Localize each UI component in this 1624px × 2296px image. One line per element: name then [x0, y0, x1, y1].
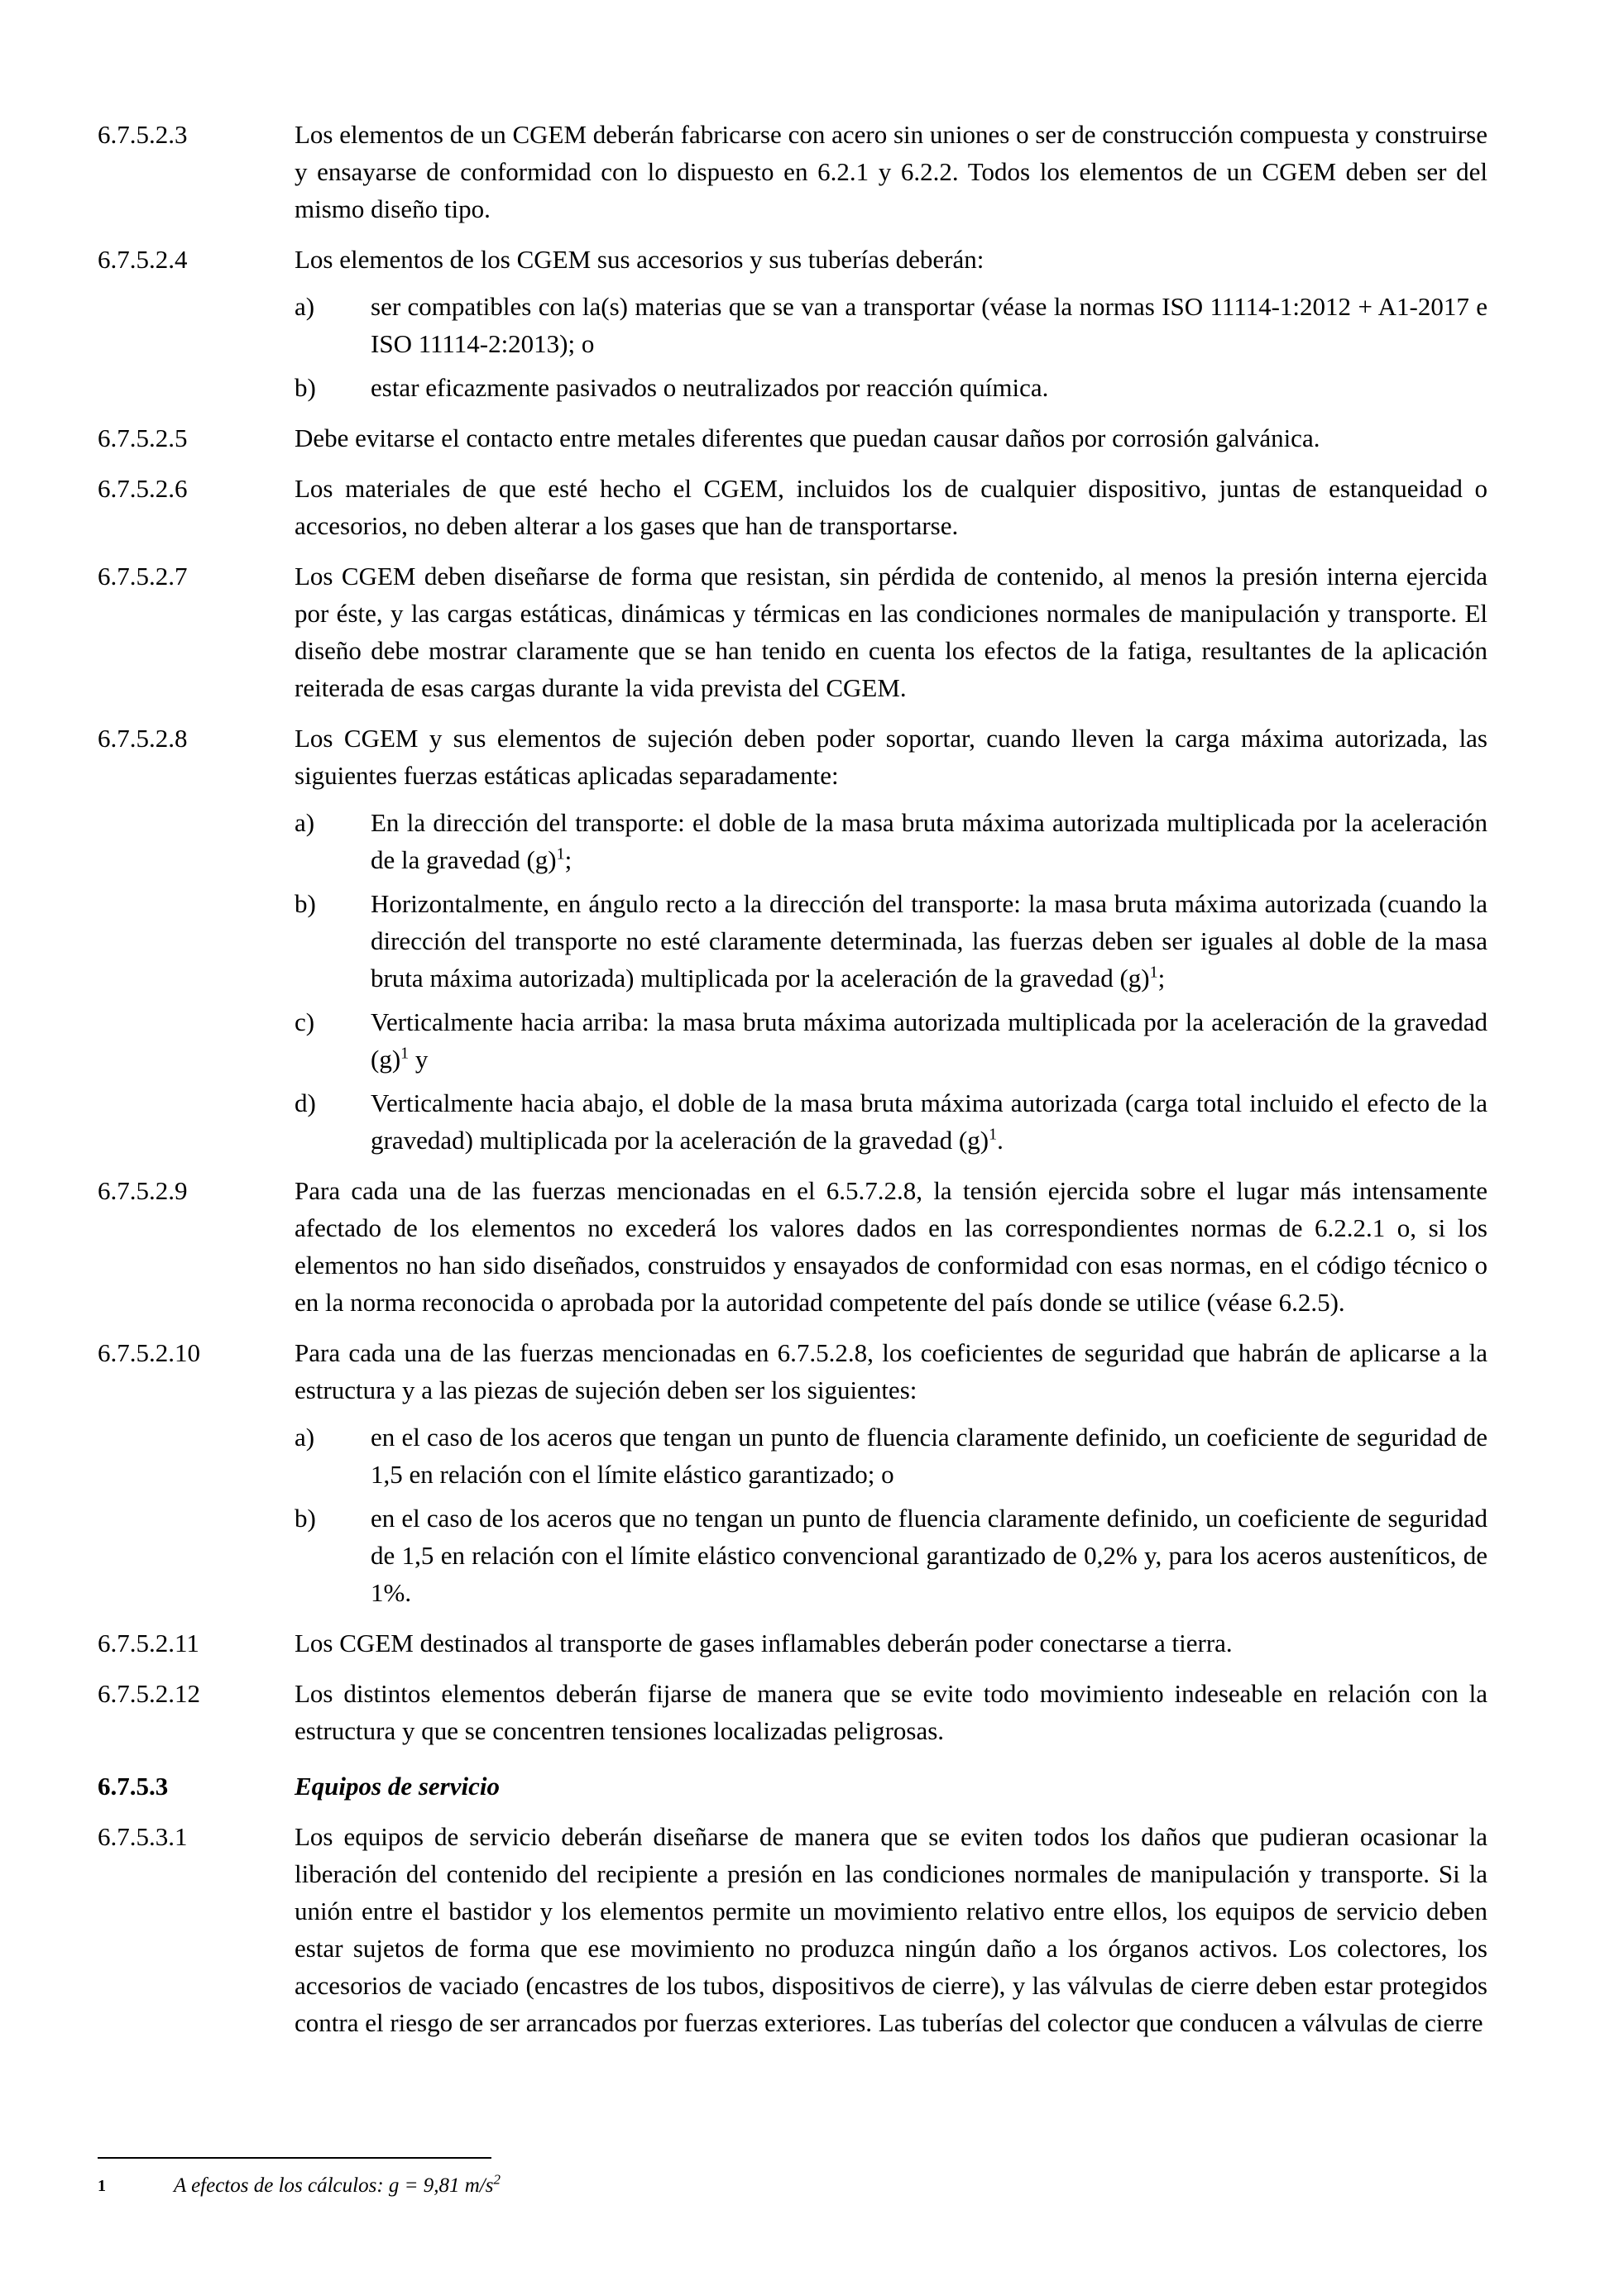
footnote-body: A efectos de los cálculos: g = 9,81 m/s [174, 2174, 494, 2197]
paragraph-text: Debe evitarse el contacto entre metales diferentes que puedan causar daños por corrosión galvánica. [295, 423, 1320, 452]
footnote-reference[interactable]: 1 [556, 844, 565, 863]
paragraph [98, 1172, 1487, 1321]
paragraph-text: Los distintos elementos deberán fijarse de manera que se evite todo movimiento indeseable en relación con la estructura y que se concentren tensiones localizadas peligrosas. [295, 1679, 1487, 1745]
paragraph [98, 419, 1487, 457]
list-item [295, 885, 1487, 997]
paragraph-number: 6.7.5.2.4 [98, 245, 188, 274]
list-item [295, 288, 1487, 362]
paragraph-number: 6.7.5.2.11 [98, 1629, 199, 1657]
paragraph [98, 241, 1487, 278]
list-item-text [371, 1003, 1487, 1078]
paragraph [98, 116, 1487, 227]
paragraph-text: Los CGEM deben diseñarse de forma que resistan, sin pérdida de contenido, al menos la presión interna ejercida por éste, y las cargas estáticas, dinámicas y térmicas en las condiciones normales de manipulación y transporte. El diseño debe mostrar claramente que se han tenido en cuenta los efectos de la fatiga, resultantes de la aplicación reiterada de esas cargas durante la vida prevista del CGEM. [295, 562, 1487, 702]
list-item [295, 804, 1487, 878]
paragraph-number: 6.7.5.2.9 [98, 1176, 188, 1205]
paragraph-number: 6.7.5.2.10 [98, 1338, 200, 1367]
paragraph [98, 557, 1487, 706]
list-item-text: ser compatibles con la(s) materias que se van a transportar (véase la normas ISO 11114-1:2012 + A1-2017 e ISO 11114-2:2013); o [371, 292, 1487, 358]
paragraph [98, 1624, 1487, 1662]
paragraph-text: Los materiales de que esté hecho el CGEM, incluidos los de cualquier dispositivo, juntas de estanqueidad o accesorios, no deben alterar a los gases que han de transportarse. [295, 474, 1487, 540]
paragraph-text: Los elementos de los CGEM sus accesorios y sus tuberías deberán: [295, 245, 984, 274]
paragraph-number: 6.7.5.2.7 [98, 562, 188, 591]
list-item-label: a) [295, 292, 315, 321]
footnote-reference[interactable]: 1 [1149, 963, 1158, 982]
footnote-reference[interactable]: 1 [989, 1125, 998, 1144]
paragraph-number: 6.7.5.2.8 [98, 724, 188, 753]
list-item [295, 1003, 1487, 1078]
paragraph-text: Los elementos de un CGEM deberán fabricarse con acero sin uniones o ser de construcción compuesta y construirse y ensayarse de conformidad con lo dispuesto en 6.2.1 y 6.2.2. Todos los elementos de un CGEM deben ser del mismo diseño tipo. [295, 120, 1487, 223]
list-item-body: En la dirección del transporte: el doble de la masa bruta máxima autorizada multiplicada por la aceleración de la gravedad (g) [371, 808, 1487, 874]
paragraph [98, 470, 1487, 544]
list-item-body: Verticalmente hacia abajo, el doble de la masa bruta máxima autorizada (carga total incluido el efecto de la gravedad) multiplicada por la aceleración de la gravedad (g) [371, 1088, 1487, 1155]
paragraph [98, 720, 1487, 794]
paragraph-number: 6.7.5.2.12 [98, 1679, 200, 1708]
list-item [295, 369, 1487, 406]
sub-item-list [295, 288, 1487, 406]
list-item-label: b) [295, 373, 316, 402]
list-item-text: en el caso de los aceros que tengan un punto de fluencia claramente definido, un coeficiente de seguridad de 1,5 en relación con el límite elástico garantizado; o [371, 1423, 1487, 1489]
list-item-text [371, 1084, 1487, 1159]
list-item-tail: ; [564, 845, 572, 874]
list-item-text [371, 885, 1487, 997]
paragraph-number: 6.7.5.3.1 [98, 1822, 188, 1851]
list-item-label: b) [295, 889, 316, 918]
list-item-tail: y [409, 1045, 429, 1074]
list-item-text: estar eficazmente pasivados o neutralizados por reacción química. [371, 373, 1049, 402]
footnote-text [174, 2172, 501, 2200]
paragraph [98, 1675, 1487, 1749]
list-item-text [371, 804, 1487, 878]
list-item-body: Horizontalmente, en ángulo recto a la dirección del transporte: la masa bruta máxima autorizada (cuando la dirección del transporte no esté claramente determinada, las fuerzas deben ser iguales al doble de la masa bruta máxima autorizada) multiplicada por la aceleración de la gravedad (g) [371, 889, 1487, 993]
document-page [98, 116, 1487, 2054]
paragraph [98, 1818, 1487, 2041]
list-item-label: c) [295, 1007, 315, 1036]
footnote [98, 2172, 501, 2200]
paragraph-text: Para cada una de las fuerzas mencionadas en 6.7.5.2.8, los coeficientes de seguridad que habrán de aplicarse a la estructura y a las piezas de sujeción deben ser los siguientes: [295, 1338, 1487, 1404]
sub-item-list [295, 804, 1487, 1159]
paragraph-text: Los equipos de servicio deberán diseñarse de manera que se eviten todos los daños que pudieran ocasionar la liberación del contenido del recipiente a presión en las condiciones normales de manipulación y transporte. Si la unión entre el bastidor y los elementos permite un movimiento relativo entre ellos, los equipos de servicio deben estar sujetos de forma que ese movimiento no produzca ningún daño a los órganos activos. Los colectores, los accesorios de vaciado (encastres de los tubos, dispositivos de cierre), y las válvulas de cierre deben estar protegidos contra el riesgo de ser arrancados por fuerzas exteriores. Las tuberías del colector que conducen a válvulas de cierre [295, 1822, 1487, 2037]
section-heading [98, 1767, 1487, 1805]
paragraph-number: 6.7.5.2.3 [98, 120, 188, 149]
list-item-label: b) [295, 1504, 316, 1533]
list-item [295, 1084, 1487, 1159]
paragraph-number: 6.7.5.2.5 [98, 423, 188, 452]
paragraph [98, 1334, 1487, 1409]
footnote-divider [98, 2157, 491, 2159]
sub-item-list [295, 1418, 1487, 1611]
list-item-tail: . [997, 1126, 1004, 1155]
list-item-label: d) [295, 1088, 316, 1117]
list-item-tail: ; [1157, 964, 1166, 993]
paragraph-text: Los CGEM destinados al transporte de gases inflamables deberán poder conectarse a tierra. [295, 1629, 1233, 1657]
paragraph-text: Los CGEM y sus elementos de sujeción deben poder soportar, cuando lleven la carga máxima autorizada, las siguientes fuerzas estáticas aplicadas separadamente: [295, 724, 1487, 790]
section-number: 6.7.5.3 [98, 1772, 169, 1801]
footnote-mark: 1 [98, 2177, 106, 2195]
paragraph-number: 6.7.5.2.6 [98, 474, 188, 503]
footnote-exponent: 2 [493, 2171, 501, 2188]
list-item-label: a) [295, 808, 315, 837]
footnote-reference[interactable]: 1 [400, 1044, 410, 1063]
list-item-body: Verticalmente hacia arriba: la masa bruta máxima autorizada multiplicada por la aceleración de la gravedad (g) [371, 1007, 1487, 1074]
section-title: Equipos de servicio [295, 1772, 500, 1801]
paragraph-text: Para cada una de las fuerzas mencionadas en el 6.5.7.2.8, la tensión ejercida sobre el lugar más intensamente afectado de los elementos no excederá los valores dados en las correspondientes normas de 6.2.2.1 o, si los elementos no han sido diseñados, construidos y ensayados de conformidad con esas normas, en el código técnico o en la norma reconocida o aprobada por la autoridad competente del país donde se utilice (véase 6.2.5). [295, 1176, 1487, 1317]
list-item [295, 1500, 1487, 1611]
list-item [295, 1418, 1487, 1493]
list-item-text: en el caso de los aceros que no tengan un punto de fluencia claramente definido, un coeficiente de seguridad de 1,5 en relación con el límite elástico convencional garantizado de 0,2% y, para los aceros austeníticos, de 1%. [371, 1504, 1487, 1607]
list-item-label: a) [295, 1423, 315, 1452]
